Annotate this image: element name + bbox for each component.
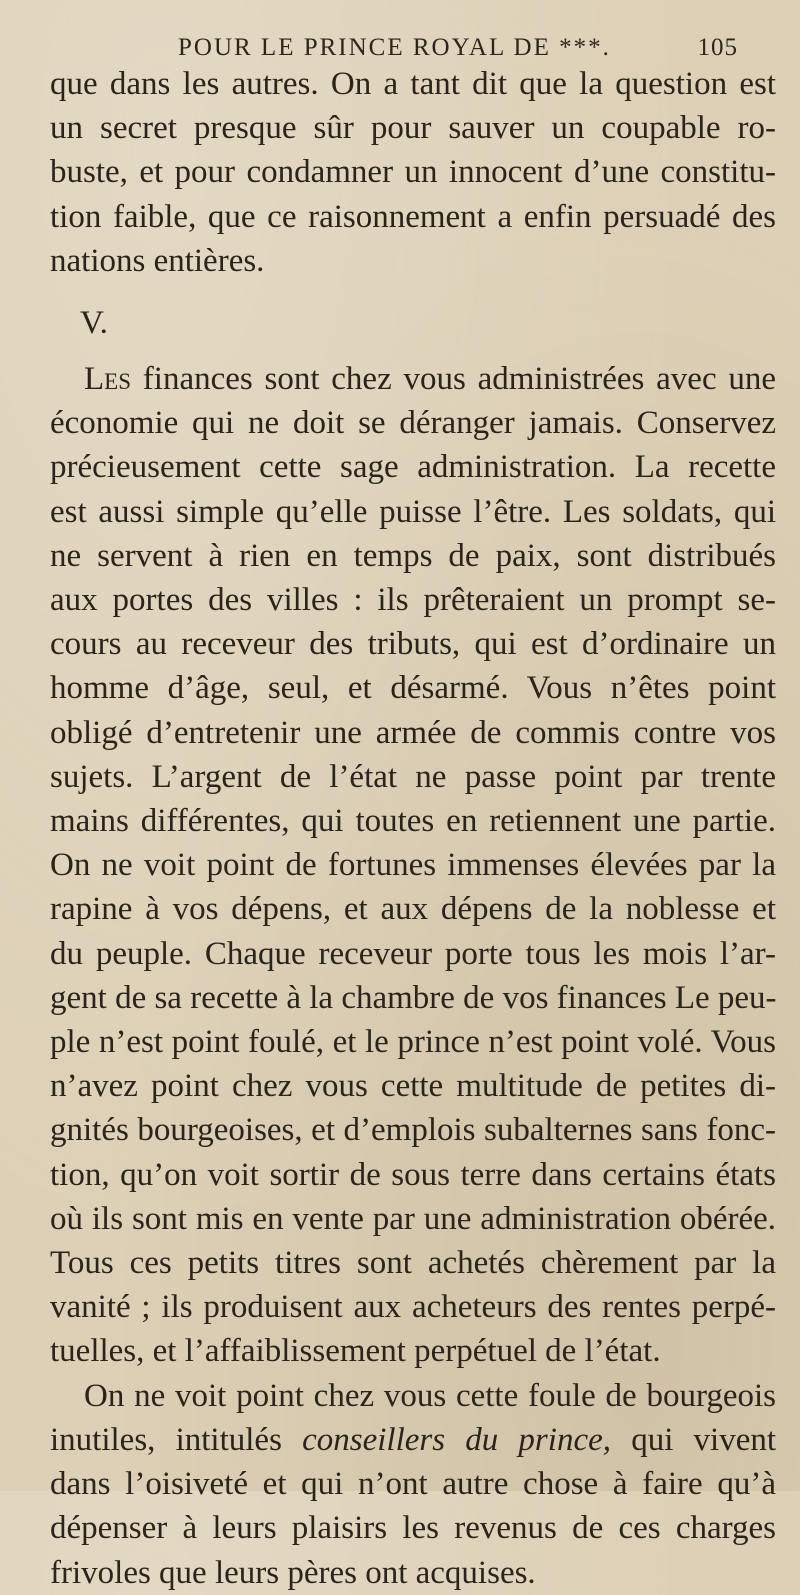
opening-word: Les — [84, 361, 131, 398]
text-line: frivoles que leurs pères ont acquises. — [50, 1554, 536, 1591]
text-line: dépenser à leurs plaisirs les revenus de ces charges — [50, 1510, 776, 1547]
text-line: gnités bourgeoises, et d’emplois subalternes sans fonc- — [50, 1112, 776, 1149]
text-line: aux portes des villes : ils prêteraient un prompt se- — [50, 582, 776, 619]
text-line: mains différentes, qui toutes en retiennent une partie. — [50, 803, 776, 840]
text-line: On ne voit point chez vous cette foule de bourgeois — [84, 1377, 776, 1414]
page-number: 105 — [697, 34, 738, 61]
text-line: est aussi simple qu’elle puisse l’être. Les soldats, qui — [50, 493, 776, 530]
text-line: dans l’oisiveté et qui n’ont autre chose à faire qu’à — [50, 1466, 776, 1503]
text-line-mixed — [50, 1418, 776, 1462]
text-line: du peuple. Chaque receveur porte tous les mois l’ar- — [50, 935, 776, 972]
text-line: Tous ces petits titres sont achetés chèrement par la — [50, 1245, 776, 1282]
text-line: obligé d’entretenir une armée de commis contre vos — [50, 714, 776, 751]
running-title: POUR LE PRINCE ROYAL DE ***. — [178, 34, 611, 61]
running-header — [50, 30, 776, 62]
text-line: cours au receveur des tributs, qui est d’ordinaire un — [50, 626, 776, 663]
text-line: On ne voit point de fortunes immenses élevées par la — [50, 847, 776, 884]
paragraph-1 — [50, 62, 776, 283]
text-line: économie qui ne doit se déranger jamais. Conservez — [50, 405, 776, 442]
text-line-first — [50, 357, 776, 401]
text-line: buste, et pour condamner un innocent d’une constitu- — [50, 154, 776, 191]
text-line: un secret presque sûr pour sauver un coupable ro- — [50, 110, 776, 147]
text-line: que dans les autres. On a tant dit que la question est — [50, 66, 776, 102]
text-line: homme d’âge, seul, et désarmé. Vous n’êtes point — [50, 670, 776, 707]
text-line: tion faible, que ce raisonnement a enfin persuadé des — [50, 198, 776, 235]
page-body — [50, 62, 776, 1595]
text-line: gent de sa recette à la chambre de vos finances Le peu- — [50, 979, 777, 1016]
text-line: nations entières. — [50, 242, 265, 279]
section-number: V. — [80, 305, 108, 342]
italic-phrase: conseillers du prince, — [302, 1421, 611, 1458]
text-segment: qui vivent — [631, 1421, 777, 1458]
text-line: vanité ; ils produisent aux acheteurs des rentes perpé- — [50, 1289, 776, 1326]
text-line: ple n’est point foulé, et le prince n’est point volé. Vous — [50, 1024, 776, 1061]
text-line: n’avez point chez vous cette multitude de petites di- — [50, 1068, 776, 1105]
paragraph-2 — [50, 357, 776, 1374]
text-line: où ils sont mis en vente par une administration obérée. — [50, 1200, 776, 1237]
text-line: tion, qu’on voit sortir de sous terre dans certains états — [50, 1156, 776, 1193]
text-line: précieusement cette sage administration. La recette — [50, 449, 776, 486]
first-line-rest: finances sont chez vous administrées avec une — [142, 361, 776, 398]
text-line: tuelles, et l’affaiblissement perpétuel de l’état. — [50, 1333, 661, 1370]
text-line: rapine à vos dépens, et aux dépens de la noblesse et — [50, 891, 776, 928]
text-segment: inutiles, intitulés — [50, 1421, 282, 1458]
text-line: sujets. L’argent de l’état ne passe point par trente — [50, 758, 776, 795]
text-line: ne servent à rien en temps de paix, sont distribués — [50, 537, 776, 574]
paragraph-3 — [50, 1374, 776, 1595]
